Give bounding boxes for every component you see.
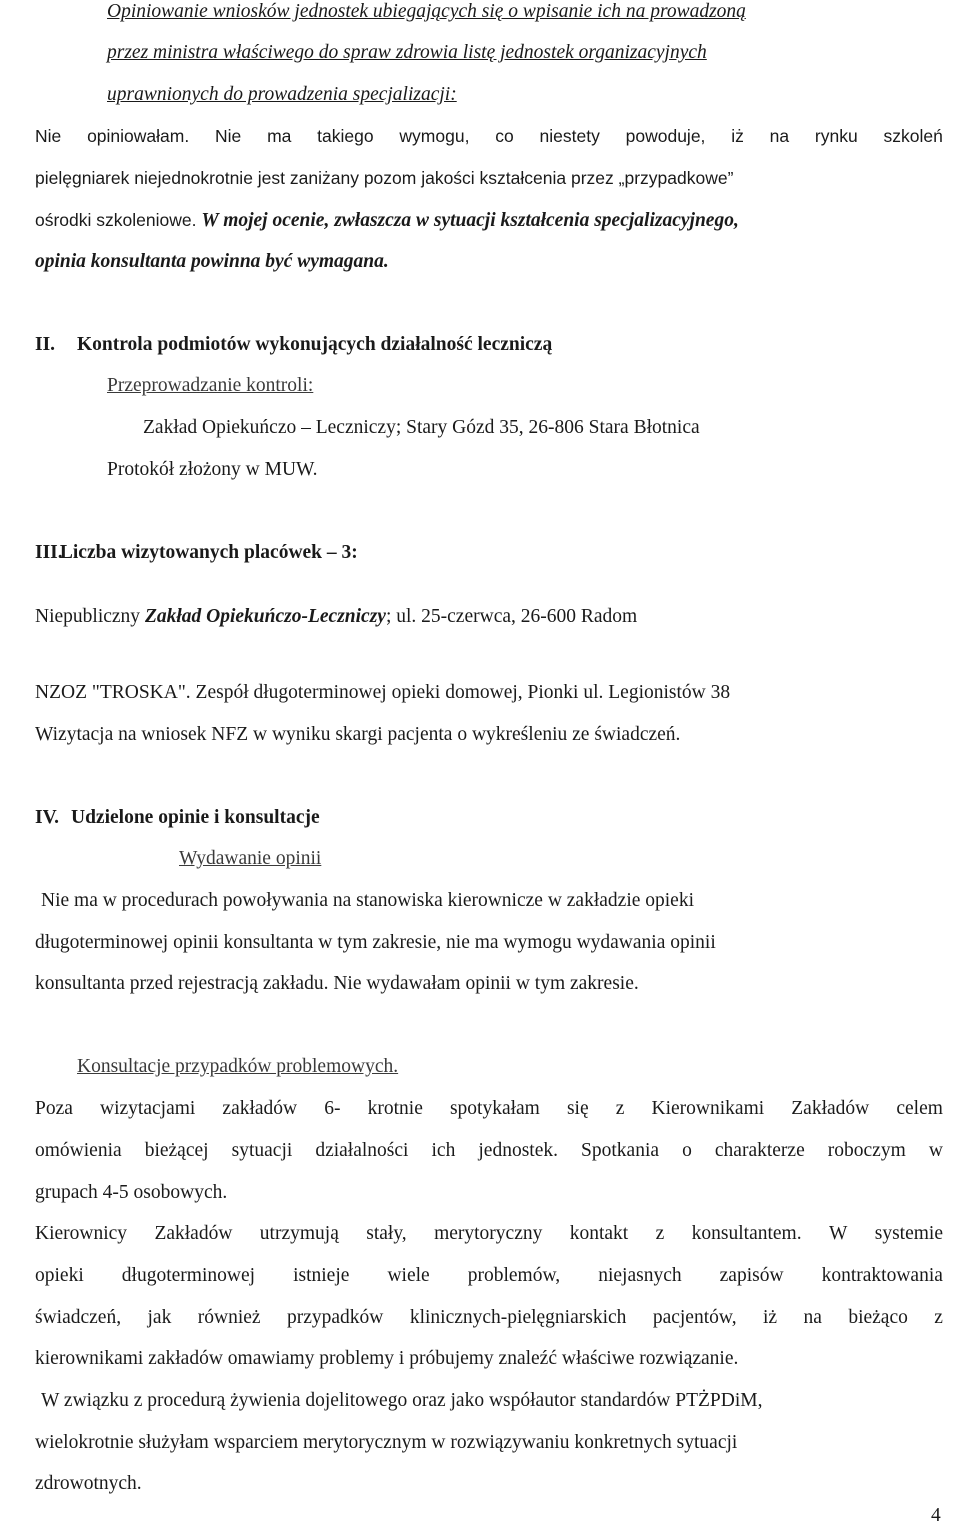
word: wizytacjami (100, 1098, 196, 1119)
word: działalności (315, 1140, 409, 1161)
word: z (934, 1307, 943, 1328)
word: ich (431, 1140, 456, 1161)
word: Zakładów (154, 1223, 233, 1244)
intro-paragraph-line-2: pielęgniarek niejednokrotnie jest zaniżany pozom jakości kształcenia przez „przypadkowe” (35, 168, 734, 188)
section-3-title: Liczba wizytowanych placówek – 3: (59, 542, 358, 563)
word: iż (731, 126, 744, 146)
section-2-heading (35, 333, 552, 357)
word: również (197, 1307, 261, 1328)
word: kontakt (569, 1223, 629, 1244)
word: szkoleń (883, 126, 943, 146)
word: merytoryczny (434, 1223, 543, 1244)
word: omówienia (35, 1140, 122, 1161)
word: z (655, 1223, 665, 1244)
word: wiele (387, 1265, 430, 1286)
section-4-subheading-consultations: Konsultacje przypadków problemowych. (77, 1056, 399, 1077)
section-4-number: IV. (35, 807, 60, 828)
place-1-address: ; ul. 25-czerwca, 26-600 Radom (385, 606, 638, 627)
word: Kierownicy (35, 1223, 128, 1244)
opinions-paragraph-line-1: Nie ma w procedurach powoływania na stanowiska kierownicze w zakładzie opieki (41, 890, 695, 911)
word: klinicznych-pielęgniarskich (409, 1307, 627, 1328)
word: roboczym (827, 1140, 906, 1161)
section-4-heading (35, 806, 320, 830)
section-3-place-2: NZOZ "TROSKA". Zespół długoterminowej opieki domowej, Pionki ul. Legionistów 38 (35, 682, 731, 703)
word: opiniowałam. (87, 126, 190, 146)
nutrition-paragraph-line-2: wielokrotnie służyłam wsparciem merytorycznym w rozwiązywaniu konkretnych sytuacji (35, 1432, 738, 1453)
word: niestety (539, 126, 600, 146)
word: zapisów (719, 1265, 784, 1286)
word: wymogu, (399, 126, 470, 146)
word: W (828, 1223, 848, 1244)
opinions-paragraph-line-3: konsultanta przed rejestracją zakładu. Nie wydawałam opinii w tym zakresie. (35, 973, 639, 994)
word: utrzymują (259, 1223, 339, 1244)
consultations-paragraph-line-3: grupach 4-5 osobowych. (35, 1182, 228, 1203)
section-3-number: III. (35, 542, 63, 563)
word: Zakładów (791, 1098, 870, 1119)
section-4-title: Udzielone opinie i konsultacje (71, 807, 320, 828)
word: takiego (317, 126, 374, 146)
word: Nie (35, 126, 62, 146)
section-3-heading (35, 541, 358, 565)
opinions-paragraph-line-2: długoterminowej opinii konsultanta w tym zakresie, nie ma wymogu wydawania opinii (35, 932, 716, 953)
word: długoterminowej (121, 1265, 256, 1286)
word: Nie (215, 126, 242, 146)
word: Poza (35, 1098, 73, 1119)
contact-paragraph-line-1 (35, 1222, 943, 1246)
word: sytuacji (231, 1140, 293, 1161)
contact-paragraph-line-4: kierownikami zakładów omawiamy problemy i próbujemy znaleźć właściwe rozwiązanie. (35, 1348, 739, 1369)
intro-heading-line-1: Opiniowanie wniosków jednostek ubiegających się o wpisanie ich na prowadzoną (107, 1, 746, 22)
word: systemie (874, 1223, 943, 1244)
word: istnieje (293, 1265, 350, 1286)
nutrition-paragraph-line-3: zdrowotnych. (35, 1473, 142, 1494)
section-3-place-2-note: Wizytacja na wniosek NFZ w wyniku skargi pacjenta o wykreśleniu ze świadczeń. (35, 724, 681, 745)
word: świadczeń, (35, 1307, 122, 1328)
place-1-prefix: Niepubliczny (35, 606, 145, 627)
nutrition-paragraph-line-1: W związku z procedurą żywienia dojelitowego oraz jako współautor standardów PTŻPDiM, (41, 1390, 763, 1411)
word: ma (267, 126, 292, 146)
word: bieżąco (848, 1307, 908, 1328)
place-1-name: Zakład Opiekuńczo-Leczniczy (144, 606, 386, 627)
word: na (769, 126, 790, 146)
contact-paragraph-line-2 (35, 1264, 943, 1288)
section-2-facility: Zakład Opiekuńczo – Leczniczy; Stary Gózd 35, 26-806 Stara Błotnica (143, 417, 700, 438)
consultations-paragraph-line-2 (35, 1139, 943, 1163)
intro-heading-line-2: przez ministra właściwego do spraw zdrowia listę jednostek organizacyjnych (107, 42, 707, 63)
word: charakterze (714, 1140, 805, 1161)
section-2-title: Kontrola podmiotów wykonujących działalność leczniczą (77, 334, 553, 355)
consultations-paragraph-line-1 (35, 1097, 943, 1121)
word: jak (147, 1307, 172, 1328)
intro-paragraph-line-1 (35, 124, 943, 148)
word: z (615, 1098, 625, 1119)
word: o (682, 1140, 692, 1161)
word: Spotkania (581, 1140, 660, 1161)
word: iż (763, 1307, 778, 1328)
word: stały, (366, 1223, 407, 1244)
contact-paragraph-line-3 (35, 1306, 943, 1330)
word: się (566, 1098, 589, 1119)
word: zakładów (222, 1098, 298, 1119)
section-2-number: II. (35, 334, 56, 355)
word: krotnie (367, 1098, 423, 1119)
word: pacjentów, (652, 1307, 737, 1328)
word: kontraktowania (821, 1265, 943, 1286)
section-2-protocol: Protokół złożony w MUW. (107, 459, 318, 480)
word: w (928, 1140, 943, 1161)
section-3-place-1 (35, 605, 637, 629)
word: rynku (814, 126, 858, 146)
word: spotykałam (449, 1098, 540, 1119)
word: 6- (324, 1098, 341, 1119)
word: konsultantem. (691, 1223, 802, 1244)
intro-plain-text: ośrodki szkoleniowe. (35, 210, 202, 230)
section-4-subheading-opinions: Wydawanie opinii (179, 848, 322, 869)
section-2-subheading: Przeprowadzanie kontroli: (107, 375, 314, 396)
word: Kierownikami (651, 1098, 765, 1119)
intro-emphasis-text: W mojej ocenie, zwłaszcza w sytuacji kształcenia specjalizacyjnego, (201, 210, 739, 231)
word: niejasnych (598, 1265, 682, 1286)
word: celem (896, 1098, 943, 1119)
intro-heading-line-3: uprawnionych do prowadzenia specjalizacji: (107, 84, 457, 105)
intro-paragraph-line-4: opinia konsultanta powinna być wymagana. (35, 251, 389, 272)
word: bieżącej (144, 1140, 209, 1161)
word: na (803, 1307, 822, 1328)
word: problemów, (467, 1265, 561, 1286)
word: przypadków (287, 1307, 384, 1328)
word: powoduje, (625, 126, 706, 146)
intro-paragraph-line-3 (35, 208, 739, 233)
word: co (495, 126, 514, 146)
page-number: 4 (931, 1505, 941, 1526)
word: jednostek. (478, 1140, 558, 1161)
word: opieki (35, 1265, 84, 1286)
